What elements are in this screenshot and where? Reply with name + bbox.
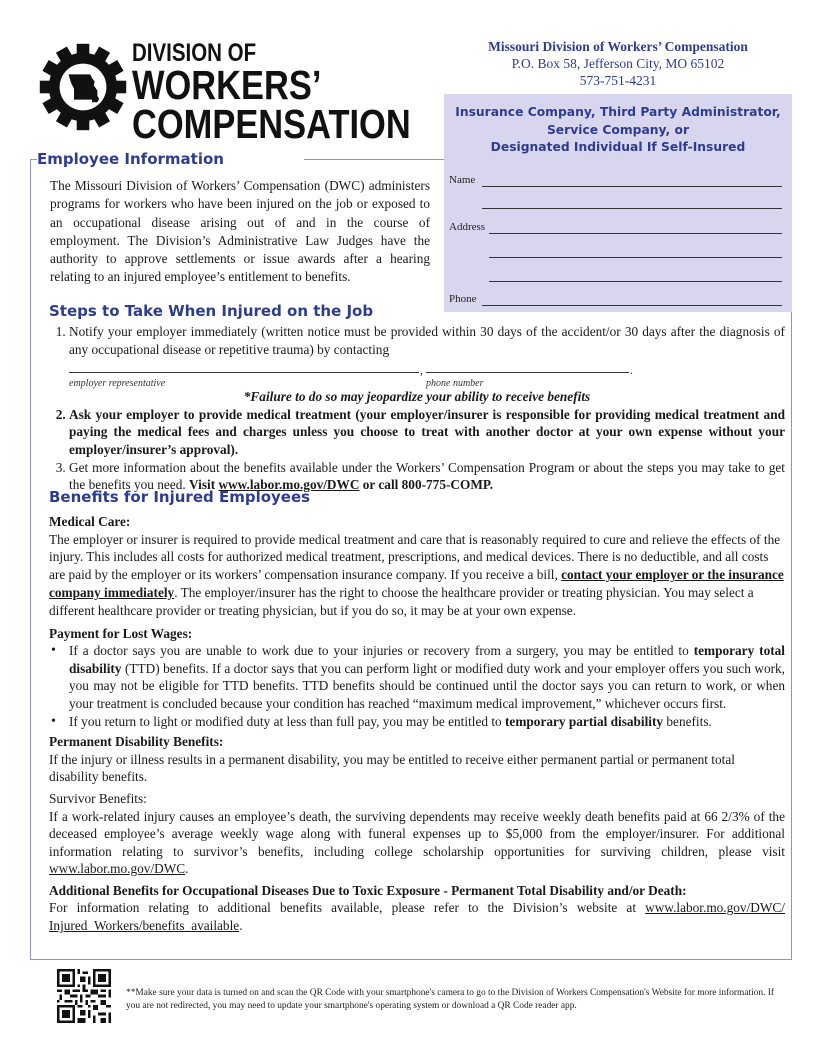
employer-representative-label: employer representative	[69, 378, 166, 390]
ttd-text-1: If a doctor says you are unable to work due to your injuries or recovery from a surgery, you may be entitled to	[69, 643, 694, 659]
medical-care-text-2: . The employer/insurer has the right to choose the healthcare provider or treating physician. You may select a different healthcare provider or treating physician, but if you do so, it may be at your own expense.	[49, 584, 754, 618]
phone-label: Phone	[449, 293, 477, 305]
steps-list	[49, 323, 785, 494]
insurer-title-line-2: Service Company, or	[546, 122, 690, 137]
survivor-text-end: .	[185, 861, 189, 877]
employee-info-heading: Employee Information	[37, 150, 224, 168]
benefits-heading: Benefits for Injured Employees	[49, 488, 311, 506]
phone-number-field[interactable]	[426, 372, 629, 373]
employer-contact-fill-row	[69, 358, 785, 388]
qr-code-note: **Make sure your data is turned on and scan the QR Code with your smartphone's camera to go to the Division of Workers Compensation's Website for more information. If you are not redirected, you may need to update your smartphone's operating system or download a QR Code reader app.	[126, 988, 774, 1011]
survivor-benefits-title: Survivor Benefits:	[49, 790, 147, 806]
tpd-text-1: If you return to light or modified duty at less than full pay, you may be entitled to	[69, 713, 505, 729]
step-1-text: Notify your employer immediately (written notice must be provided within 30 days of the accident/or 30 days after the diagnosis of any occupational disease or repetitive trauma) by contacting	[69, 324, 785, 357]
survivor-benefits-text	[49, 808, 785, 878]
toxic-exposure-title: Additional Benefits for Occupational Diseases Due to Toxic Exposure - Permanent Total Disability and/or Death:	[49, 882, 687, 898]
ttd-emphasis: temporary total disability	[69, 643, 785, 676]
logo-line-1: DIVISION OF	[132, 39, 257, 67]
employer-representative-field[interactable]	[69, 372, 419, 373]
agency-name: Missouri Division of Workers’ Compensation	[488, 39, 748, 54]
lost-wages-list	[49, 642, 785, 730]
lost-wages-bullet-1	[69, 642, 785, 712]
lost-wages-bullet-2	[69, 713, 785, 731]
step-3-visit: Visit	[189, 477, 219, 493]
logo-line-3: COMPENSATION	[132, 100, 411, 147]
medical-care-title: Medical Care:	[49, 514, 131, 529]
medical-care-emphasis: contact your employer or the insurance company immediately	[49, 567, 784, 600]
tpd-text-2: benefits.	[663, 713, 712, 729]
insurer-title-line-3: Designated Individual If Self-Insured	[490, 140, 746, 154]
agency-address	[444, 38, 792, 89]
tpd-emphasis: temporary partial disability	[505, 713, 664, 729]
toxic-text-end: .	[239, 918, 243, 934]
survivor-dwc-link[interactable]: www.labor.mo.gov/DWC	[49, 861, 186, 877]
benefits-section	[49, 511, 785, 935]
frame-right-border	[791, 312, 792, 960]
steps-heading: Steps to Take When Injured on the Job	[49, 302, 374, 320]
comma-separator: ,	[420, 363, 423, 378]
address-label: Address	[449, 221, 486, 233]
permanent-disability-title: Permanent Disability Benefits:	[49, 734, 224, 750]
ttd-text-2: (TTD) benefits. If a doctor says that you can perform light or modified duty work and your employer offers you such work, you may not be eligible for TTD benefits. TTD benefits should be continued until the doctor says you can return to work, or when your treatment is concluded because your condition has reached “maximum medical improvement,” whichever occurs first.	[69, 660, 785, 711]
gear-missouri-icon	[38, 42, 128, 132]
survivor-text: If a work-related injury causes an employee’s death, the surviving dependents may receive weekly death benefits paid at 66 2/3% of the deceased employee’s average weekly wage along with funeral expenses up to $5,000 from the employer/insurer. For additional information relating to survivor’s benefits, including college scholarship opportunities for surviving children, please visit	[49, 808, 785, 859]
insurer-box-title	[444, 104, 792, 157]
medical-care-text	[49, 531, 785, 620]
logo-wordmark	[132, 39, 464, 147]
failure-warning: *Failure to do so may jeopardize your ability to receive benefits	[243, 389, 591, 405]
period-separator: .	[630, 363, 633, 378]
insurer-title-line-1: Insurance Company, Third Party Administrator,	[455, 105, 781, 119]
toxic-exposure-text	[49, 899, 785, 934]
toxic-text: For information relating to additional benefits available, please refer to the Division’s website at	[49, 900, 646, 916]
benefits-available-link[interactable]: www.labor.mo.gov/DWC/ Injured_Workers/benefits_available	[49, 900, 785, 934]
step-3-text: Get more information about the benefits available under the Workers’ Compensation Program or about the steps you may take to get the benefits you need.	[69, 459, 785, 493]
qr-code-icon[interactable]	[57, 969, 111, 1023]
lost-wages-title: Payment for Lost Wages:	[49, 625, 193, 641]
name-label: Name	[449, 174, 476, 186]
step-1	[69, 323, 785, 406]
phone-number-label: phone number	[426, 378, 484, 390]
agency-street: P.O. Box 58, Jefferson City, MO 65102	[511, 56, 725, 71]
step-3-call: or call 800-775-COMP.	[359, 477, 494, 493]
medical-care-text-1: The employer or insurer is required to provide medical treatment and care that is reasonably required to cure and relieve the effects of the injury. This includes all costs for authorized medical treatment, prescriptions, and medical devices. There is no deductible, and all costs are paid by the employer or its workers’ compensation insurance company. If you receive a bill,	[49, 531, 781, 583]
steps-section	[49, 323, 785, 494]
step-2-text: Ask your employer to provide medical treatment (your employer/insurer is responsible for providing medical treatment and paying the medical fees and charges unless you choose to treat with another doctor at your own expense without your employer/insurer’s approval).	[69, 406, 785, 457]
step-2	[69, 406, 785, 459]
employee-info-intro: The Missouri Division of Workers’ Compensation (DWC) administers programs for workers who have been injured on the job or exposed to an occupational disease arising out of and in the course of employment. The Division’s Administrative Law Judges have the authority to approve settlements or issue awards after a hearing relating to an injured employee’s entitlement to benefits.	[50, 178, 430, 285]
permanent-disability-text: If the injury or illness results in a permanent disability, you may be entitled to receive either permanent partial or permanent total disability benefits.	[49, 751, 735, 785]
logo-line-2: WORKERS’	[132, 62, 322, 108]
dwc-website-link[interactable]: www.labor.mo.gov/DWC	[218, 477, 360, 493]
agency-phone: 573-751-4231	[579, 73, 657, 88]
